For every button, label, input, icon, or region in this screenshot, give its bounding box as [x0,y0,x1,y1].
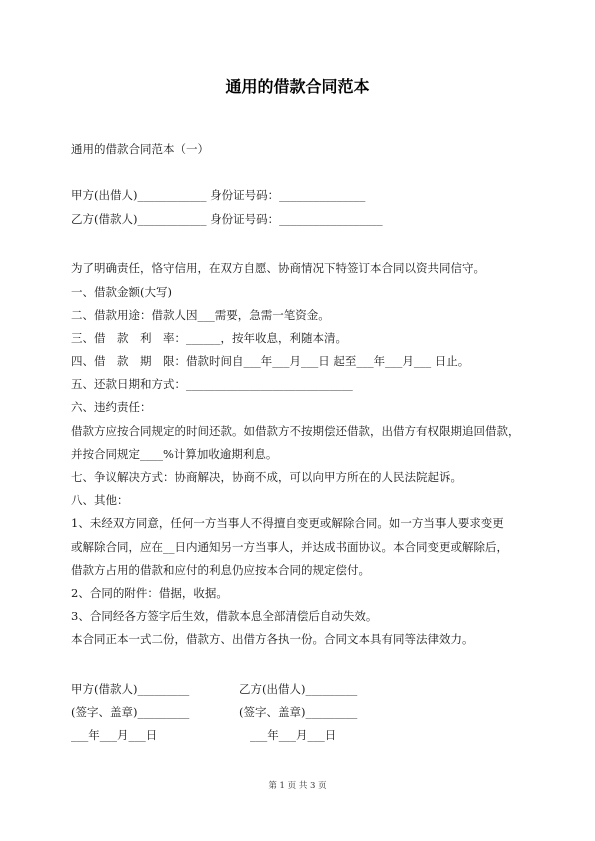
clause-8-heading: 八、其他： [71,493,129,507]
subtitle: 通用的借款合同范本（一） [71,142,209,156]
clause-6-paragraph-line-2: 并按合同规定____%计算加收逾期利息。 [71,447,278,461]
signature-right-sign: (签字、盖章)_________ [239,705,358,719]
clause-6-paragraph-line-1: 借款方应按合同规定的时间还款。如借款方不按期偿还借款，出借方有权限期追回借款， [71,424,520,438]
clause-5-repayment: 五、还款日期和方式：_____________________________ [71,377,353,391]
party-a-line: 甲方(出借人)____________ 身份证号码：_______________ [71,188,366,202]
signature-right-party: 乙方(出借人)_________ [239,682,358,696]
clause-4-term: 四、借 款 期 限：借款时间自___年___月___日 起至___年___月___ 日止。 [71,354,470,368]
clause-1-amount: 一、借款金额(大写) [71,285,172,299]
party-b-line: 乙方(借款人)____________ 身份证号码：__________________ [71,212,383,226]
clause-8-3-effectiveness: 3、合同经各方签字后生效，借款本息全部清偿后自动失效。 [71,609,378,623]
signature-right-date: ___年___月___日 [250,728,337,742]
signature-left-date: ___年___月___日 [71,728,158,742]
clause-8-1-line-2: 或解除合同，应在__日内通知另一方当事人，并达成书面协议。本合同变更或解除后， [71,540,508,554]
clause-8-1-line-1: 1、未经双方同意，任何一方当事人不得擅自变更或解除合同。如一方当事人要求变更 [71,516,504,530]
clause-6-heading: 六、违约责任： [71,400,152,414]
signature-left-sign: (签字、盖章)_________ [71,705,190,719]
clause-2-purpose: 二、借款用途：借款人因___需要，急需一笔资金。 [71,308,330,322]
intro-paragraph: 为了明确责任，恪守信用，在双方自愿、协商情况下特签订本合同以资共同信守。 [71,261,485,275]
closing-paragraph: 本合同正本一式二份，借款方、出借方各执一份。合同文本具有同等法律效力。 [71,632,474,646]
clause-3-interest: 三、借 款 利 率：______，按年收息，利随本清。 [71,331,347,345]
page-number-footer: 第 1 页 共 3 页 [268,781,327,791]
document-title: 通用的借款合同范本 [225,77,370,96]
signature-left-party: 甲方(借款人)_________ [71,682,190,696]
clause-8-2-attachments: 2、合同的附件：借据，收据。 [71,586,228,600]
clause-8-1-line-3: 借款方占用的借款和应付的利息仍应按本合同的规定偿付。 [71,563,370,577]
clause-7-dispute: 七、争议解决方式：协商解决，协商不成，可以向甲方所在的人民法院起诉。 [71,470,462,484]
